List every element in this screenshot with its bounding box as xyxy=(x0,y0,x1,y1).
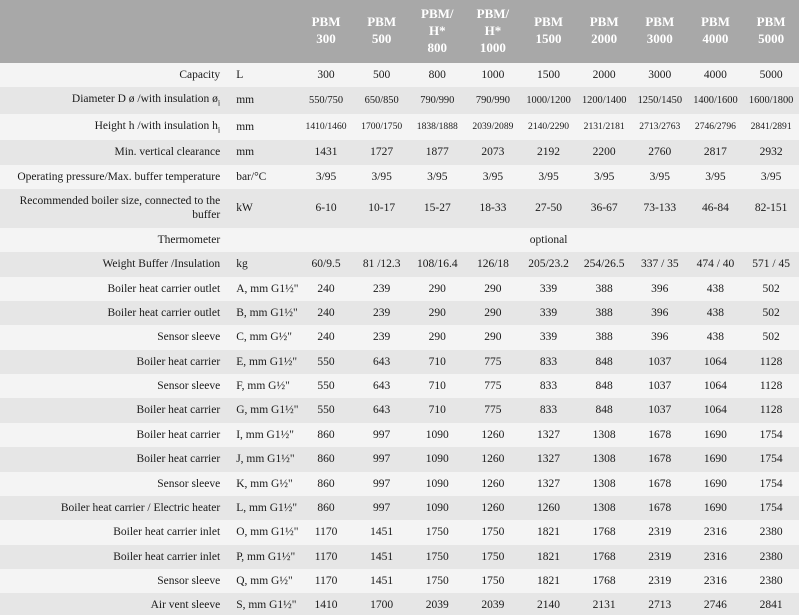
cell-value: 1327 xyxy=(521,447,577,471)
cell-value: 1750 xyxy=(409,545,465,569)
cell-value: 833 xyxy=(521,350,577,374)
cell-value: 1400/1600 xyxy=(688,87,744,114)
cell-value: 1037 xyxy=(632,350,688,374)
cell-value: 502 xyxy=(743,277,799,301)
cell-value: 710 xyxy=(409,398,465,422)
cell-value: 4000 xyxy=(688,63,744,87)
cell-value: 2039 xyxy=(409,593,465,615)
table-row xyxy=(0,472,799,496)
cell-value: 1260 xyxy=(465,423,521,447)
cell-value: 396 xyxy=(632,325,688,349)
cell-value: 339 xyxy=(521,325,577,349)
cell-value: 1260 xyxy=(521,496,577,520)
table-row xyxy=(0,189,799,228)
cell-value: 2073 xyxy=(465,140,521,164)
cell-value: 6-10 xyxy=(298,189,354,228)
cell-value: 800 xyxy=(409,63,465,87)
cell-value: 550 xyxy=(298,398,354,422)
header-row xyxy=(0,0,799,63)
row-unit: mm xyxy=(230,140,298,164)
table-row xyxy=(0,569,799,593)
cell-value: 1821 xyxy=(521,520,577,544)
row-label: Sensor sleeve xyxy=(0,472,230,496)
cell-value: 73-133 xyxy=(632,189,688,228)
table-row xyxy=(0,114,799,141)
row-label: Boiler heat carrier outlet xyxy=(0,301,230,325)
row-label: Capacity xyxy=(0,63,230,87)
cell-value: 3/95 xyxy=(354,165,410,189)
cell-value: 1260 xyxy=(465,447,521,471)
cell-value: 290 xyxy=(409,325,465,349)
cell-value: 18-33 xyxy=(465,189,521,228)
cell-value: 290 xyxy=(409,277,465,301)
cell-value: 2316 xyxy=(688,569,744,593)
cell-value: 15-27 xyxy=(409,189,465,228)
table-row xyxy=(0,447,799,471)
table-row xyxy=(0,374,799,398)
table-row xyxy=(0,423,799,447)
row-label: Recommended boiler size, connected to the buffer xyxy=(0,189,230,228)
row-label: Sensor sleeve xyxy=(0,374,230,398)
cell-value: 1821 xyxy=(521,545,577,569)
cell-value: 710 xyxy=(409,350,465,374)
table-row xyxy=(0,277,799,301)
cell-value: 339 xyxy=(521,277,577,301)
cell-value: 860 xyxy=(298,472,354,496)
row-unit xyxy=(230,228,298,252)
cell-value: 1877 xyxy=(409,140,465,164)
cell-value: 2841 xyxy=(743,593,799,615)
cell-value: 1690 xyxy=(688,423,744,447)
table-row xyxy=(0,496,799,520)
cell-value: 5000 xyxy=(743,63,799,87)
row-span-value: optional xyxy=(298,228,799,252)
cell-value: 254/26.5 xyxy=(576,252,632,276)
row-label: Min. vertical clearance xyxy=(0,140,230,164)
cell-value: 339 xyxy=(521,301,577,325)
cell-value: 860 xyxy=(298,496,354,520)
row-label: Boiler heat carrier xyxy=(0,350,230,374)
cell-value: 2713/2763 xyxy=(632,114,688,141)
table-row xyxy=(0,301,799,325)
cell-value: 1064 xyxy=(688,398,744,422)
cell-value: 3/95 xyxy=(632,165,688,189)
cell-value: 1260 xyxy=(465,496,521,520)
cell-value: 1750 xyxy=(465,569,521,593)
cell-value: 27-50 xyxy=(521,189,577,228)
cell-value: 710 xyxy=(409,374,465,398)
cell-value: 388 xyxy=(576,325,632,349)
cell-value: 643 xyxy=(354,398,410,422)
cell-value: 860 xyxy=(298,447,354,471)
table-row xyxy=(0,520,799,544)
row-unit: O, mm G1½" xyxy=(230,520,298,544)
cell-value: 2319 xyxy=(632,520,688,544)
cell-value: 1410 xyxy=(298,593,354,615)
cell-value: 2380 xyxy=(743,520,799,544)
cell-value: 388 xyxy=(576,301,632,325)
cell-value: 290 xyxy=(409,301,465,325)
cell-value: 3/95 xyxy=(298,165,354,189)
cell-value: 300 xyxy=(298,63,354,87)
cell-value: 1250/1450 xyxy=(632,87,688,114)
cell-value: 3/95 xyxy=(465,165,521,189)
cell-value: 848 xyxy=(576,350,632,374)
cell-value: 10-17 xyxy=(354,189,410,228)
cell-value: 550/750 xyxy=(298,87,354,114)
header-model-2: PBM 500 xyxy=(354,0,410,63)
cell-value: 2932 xyxy=(743,140,799,164)
cell-value: 1500 xyxy=(521,63,577,87)
cell-value: 2746 xyxy=(688,593,744,615)
cell-value: 36-67 xyxy=(576,189,632,228)
row-unit: Q, mm G½" xyxy=(230,569,298,593)
cell-value: 2316 xyxy=(688,520,744,544)
cell-value: 2380 xyxy=(743,545,799,569)
cell-value: 126/18 xyxy=(465,252,521,276)
cell-value: 1037 xyxy=(632,398,688,422)
table-row xyxy=(0,87,799,114)
cell-value: 2817 xyxy=(688,140,744,164)
cell-value: 337 / 35 xyxy=(632,252,688,276)
cell-value: 1200/1400 xyxy=(576,87,632,114)
cell-value: 1064 xyxy=(688,350,744,374)
cell-value: 60/9.5 xyxy=(298,252,354,276)
table-row xyxy=(0,325,799,349)
cell-value: 2131/2181 xyxy=(576,114,632,141)
cell-value: 571 / 45 xyxy=(743,252,799,276)
row-label: Boiler heat carrier xyxy=(0,398,230,422)
row-label: Weight Buffer /Insulation xyxy=(0,252,230,276)
cell-value: 1451 xyxy=(354,569,410,593)
cell-value: 1750 xyxy=(409,569,465,593)
cell-value: 1037 xyxy=(632,374,688,398)
cell-value: 240 xyxy=(298,301,354,325)
cell-value: 1410/1460 xyxy=(298,114,354,141)
cell-value: 1838/1888 xyxy=(409,114,465,141)
cell-value: 1308 xyxy=(576,447,632,471)
cell-value: 833 xyxy=(521,398,577,422)
cell-value: 1090 xyxy=(409,496,465,520)
cell-value: 1690 xyxy=(688,472,744,496)
cell-value: 1090 xyxy=(409,472,465,496)
table-row xyxy=(0,545,799,569)
cell-value: 438 xyxy=(688,277,744,301)
row-unit: I, mm G1½" xyxy=(230,423,298,447)
cell-value: 1678 xyxy=(632,423,688,447)
row-unit: P, mm G1½" xyxy=(230,545,298,569)
cell-value: 1128 xyxy=(743,350,799,374)
cell-value: 643 xyxy=(354,350,410,374)
cell-value: 1754 xyxy=(743,472,799,496)
cell-value: 1308 xyxy=(576,423,632,447)
row-unit: L xyxy=(230,63,298,87)
cell-value: 2316 xyxy=(688,545,744,569)
row-unit: mm xyxy=(230,114,298,141)
cell-value: 1750 xyxy=(465,545,521,569)
table-header xyxy=(0,0,799,63)
cell-value: 1000/1200 xyxy=(521,87,577,114)
cell-value: 1451 xyxy=(354,520,410,544)
cell-value: 2140 xyxy=(521,593,577,615)
row-unit: J, mm G1½" xyxy=(230,447,298,471)
cell-value: 108/16.4 xyxy=(409,252,465,276)
cell-value: 790/990 xyxy=(465,87,521,114)
cell-value: 643 xyxy=(354,374,410,398)
cell-value: 848 xyxy=(576,398,632,422)
cell-value: 2039/2089 xyxy=(465,114,521,141)
cell-value: 396 xyxy=(632,301,688,325)
cell-value: 997 xyxy=(354,423,410,447)
cell-value: 775 xyxy=(465,374,521,398)
cell-value: 1308 xyxy=(576,472,632,496)
cell-value: 1170 xyxy=(298,545,354,569)
row-label: Sensor sleeve xyxy=(0,569,230,593)
cell-value: 1754 xyxy=(743,447,799,471)
row-unit: C, mm G½" xyxy=(230,325,298,349)
cell-value: 1768 xyxy=(576,520,632,544)
cell-value: 396 xyxy=(632,277,688,301)
header-model-1: PBM 300 xyxy=(298,0,354,63)
cell-value: 1064 xyxy=(688,374,744,398)
cell-value: 438 xyxy=(688,325,744,349)
cell-value: 833 xyxy=(521,374,577,398)
cell-value: 650/850 xyxy=(354,87,410,114)
cell-value: 1754 xyxy=(743,423,799,447)
row-label: Thermometer xyxy=(0,228,230,252)
row-unit: F, mm G½" xyxy=(230,374,298,398)
table-body xyxy=(0,63,799,615)
header-model-4: PBM/ H* 1000 xyxy=(465,0,521,63)
row-unit: kg xyxy=(230,252,298,276)
cell-value: 3/95 xyxy=(409,165,465,189)
cell-value: 239 xyxy=(354,325,410,349)
header-model-9: PBM 5000 xyxy=(743,0,799,63)
header-model-7: PBM 3000 xyxy=(632,0,688,63)
cell-value: 1260 xyxy=(465,472,521,496)
cell-value: 3/95 xyxy=(688,165,744,189)
row-label: Sensor sleeve xyxy=(0,325,230,349)
row-label: Operating pressure/Max. buffer temperature xyxy=(0,165,230,189)
cell-value: 290 xyxy=(465,277,521,301)
cell-value: 240 xyxy=(298,325,354,349)
cell-value: 2841/2891 xyxy=(743,114,799,141)
cell-value: 239 xyxy=(354,277,410,301)
row-unit: mm xyxy=(230,87,298,114)
cell-value: 550 xyxy=(298,350,354,374)
cell-value: 1431 xyxy=(298,140,354,164)
cell-value: 81 /12.3 xyxy=(354,252,410,276)
cell-value: 438 xyxy=(688,301,744,325)
row-unit: L, mm G1½" xyxy=(230,496,298,520)
header-model-5: PBM 1500 xyxy=(521,0,577,63)
table-row xyxy=(0,228,799,252)
table-row xyxy=(0,165,799,189)
row-label: Boiler heat carrier inlet xyxy=(0,520,230,544)
cell-value: 1451 xyxy=(354,545,410,569)
cell-value: 502 xyxy=(743,325,799,349)
cell-value: 2192 xyxy=(521,140,577,164)
cell-value: 775 xyxy=(465,398,521,422)
cell-value: 1678 xyxy=(632,496,688,520)
cell-value: 1308 xyxy=(576,496,632,520)
cell-value: 2140/2290 xyxy=(521,114,577,141)
cell-value: 500 xyxy=(354,63,410,87)
cell-value: 775 xyxy=(465,350,521,374)
cell-value: 550 xyxy=(298,374,354,398)
cell-value: 502 xyxy=(743,301,799,325)
cell-value: 205/23.2 xyxy=(521,252,577,276)
row-label: Boiler heat carrier xyxy=(0,423,230,447)
header-unit-column xyxy=(230,0,298,63)
cell-value: 1090 xyxy=(409,447,465,471)
row-label: Diameter D ø /with insulation $ø_i$ xyxy=(0,87,230,114)
cell-value: 1700 xyxy=(354,593,410,615)
header-model-6: PBM 2000 xyxy=(576,0,632,63)
cell-value: 2039 xyxy=(465,593,521,615)
row-label: Boiler heat carrier inlet xyxy=(0,545,230,569)
cell-value: 3/95 xyxy=(743,165,799,189)
cell-value: 239 xyxy=(354,301,410,325)
cell-value: 1600/1800 xyxy=(743,87,799,114)
table-row xyxy=(0,350,799,374)
cell-value: 82-151 xyxy=(743,189,799,228)
cell-value: 997 xyxy=(354,496,410,520)
cell-value: 1327 xyxy=(521,472,577,496)
cell-value: 1821 xyxy=(521,569,577,593)
row-unit: K, mm G½" xyxy=(230,472,298,496)
cell-value: 2000 xyxy=(576,63,632,87)
cell-value: 2319 xyxy=(632,569,688,593)
cell-value: 46-84 xyxy=(688,189,744,228)
cell-value: 1750 xyxy=(465,520,521,544)
cell-value: 1690 xyxy=(688,496,744,520)
row-unit: G, mm G1½" xyxy=(230,398,298,422)
cell-value: 790/990 xyxy=(409,87,465,114)
cell-value: 1727 xyxy=(354,140,410,164)
cell-value: 2713 xyxy=(632,593,688,615)
cell-value: 290 xyxy=(465,301,521,325)
cell-value: 1754 xyxy=(743,496,799,520)
row-label: Boiler heat carrier xyxy=(0,447,230,471)
header-label-column xyxy=(0,0,230,63)
row-label: Boiler heat carrier / Electric heater xyxy=(0,496,230,520)
cell-value: 1768 xyxy=(576,569,632,593)
cell-value: 1327 xyxy=(521,423,577,447)
cell-value: 1090 xyxy=(409,423,465,447)
cell-value: 2200 xyxy=(576,140,632,164)
cell-value: 2131 xyxy=(576,593,632,615)
cell-value: 1678 xyxy=(632,447,688,471)
cell-value: 388 xyxy=(576,277,632,301)
row-unit: A, mm G1½" xyxy=(230,277,298,301)
cell-value: 1000 xyxy=(465,63,521,87)
cell-value: 860 xyxy=(298,423,354,447)
cell-value: 1768 xyxy=(576,545,632,569)
cell-value: 848 xyxy=(576,374,632,398)
cell-value: 997 xyxy=(354,472,410,496)
table-row xyxy=(0,593,799,615)
cell-value: 2760 xyxy=(632,140,688,164)
cell-value: 1678 xyxy=(632,472,688,496)
cell-value: 240 xyxy=(298,277,354,301)
cell-value: 2746/2796 xyxy=(688,114,744,141)
header-model-3: PBM/ H* 800 xyxy=(409,0,465,63)
row-unit: bar/°C xyxy=(230,165,298,189)
header-model-8: PBM 4000 xyxy=(688,0,744,63)
cell-value: 1750 xyxy=(409,520,465,544)
table-row xyxy=(0,140,799,164)
cell-value: 1128 xyxy=(743,398,799,422)
cell-value: 1700/1750 xyxy=(354,114,410,141)
table-row xyxy=(0,398,799,422)
cell-value: 2380 xyxy=(743,569,799,593)
cell-value: 1128 xyxy=(743,374,799,398)
row-unit: S, mm G1½" xyxy=(230,593,298,615)
cell-value: 3/95 xyxy=(576,165,632,189)
cell-value: 1170 xyxy=(298,520,354,544)
row-label: Height h /with insulation $h_i$ xyxy=(0,114,230,141)
cell-value: 3/95 xyxy=(521,165,577,189)
row-unit: B, mm G1½" xyxy=(230,301,298,325)
cell-value: 2319 xyxy=(632,545,688,569)
row-unit: kW xyxy=(230,189,298,228)
cell-value: 3000 xyxy=(632,63,688,87)
cell-value: 1170 xyxy=(298,569,354,593)
row-label: Boiler heat carrier outlet xyxy=(0,277,230,301)
row-label: Air vent sleeve xyxy=(0,593,230,615)
table-row xyxy=(0,252,799,276)
cell-value: 997 xyxy=(354,447,410,471)
row-unit: E, mm G1½" xyxy=(230,350,298,374)
cell-value: 290 xyxy=(465,325,521,349)
table-row xyxy=(0,63,799,87)
cell-value: 1690 xyxy=(688,447,744,471)
cell-value: 474 / 40 xyxy=(688,252,744,276)
